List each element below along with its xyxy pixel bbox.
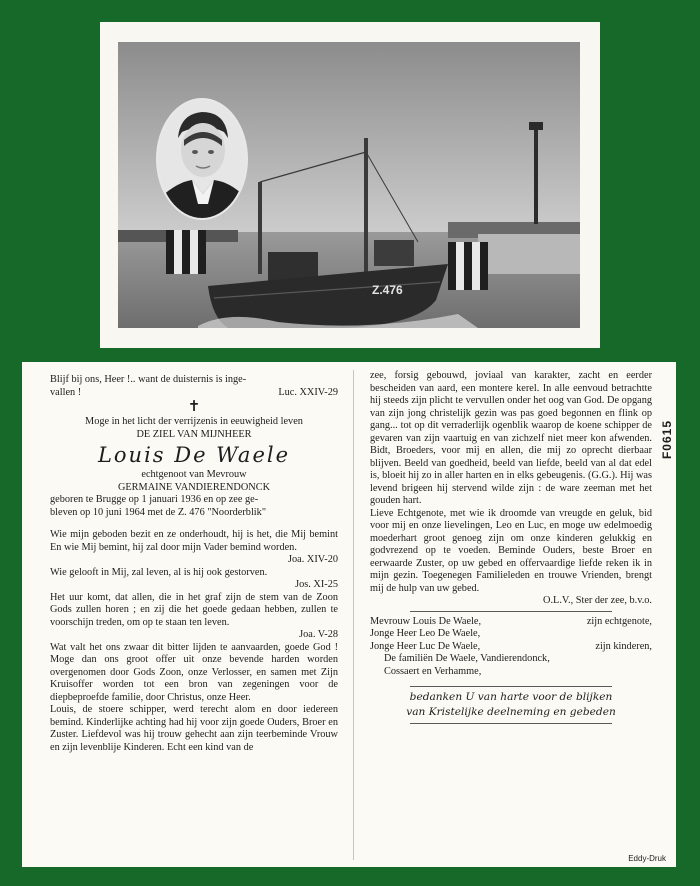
quote-3: Het uur komt, dat allen, die in het graf zijn de stem van de Zoon Gods zullen horen ; en zij die het goede gedaan hebben, zullen te voorschijn treden, om op te staan ten leven. xyxy=(50,591,338,628)
lighthouse xyxy=(534,122,538,224)
portrait-photo xyxy=(156,98,248,220)
separator-line-3 xyxy=(410,723,612,724)
quote-1-ref: Joa. XIV-20 xyxy=(288,554,338,565)
striped-post-right xyxy=(448,242,488,290)
right-column xyxy=(370,370,652,727)
thanks-line-2: van Kristelijke deelneming en gebeden xyxy=(406,706,616,718)
striped-post-left xyxy=(166,230,206,274)
tribute-start: Louis, de stoere schipper, werd terecht alom en door iedereen bemind. Kinderlijke achting had hij voor zijn goede Ouders, Broer en Zuster. Liefdevol was hij trouw gehecht aan zijn teerbeminde Vrouw en zijn levenblije Kinderen. Echt een kind van de xyxy=(50,704,338,753)
boat-number: Z.476 xyxy=(372,283,403,297)
family-names-1: De familiën De Waele, Vandierendonck, xyxy=(384,653,550,664)
death-line: bleven op 10 juni 1964 met de Z. 476 "Noorderblik" xyxy=(50,506,267,518)
separator-line-2 xyxy=(410,686,612,687)
farewell-ref: O.L.V., Ster der zee, b.v.o. xyxy=(543,595,652,606)
intro-line: Moge in het licht der verrijzenis in eeuwigheid leven xyxy=(85,416,303,427)
family-son-leo: Jonge Heer Leo De Waele, xyxy=(370,628,481,639)
spouse-intro: echtgenoot van Mevrouw xyxy=(141,469,247,480)
family-names-2: Cossaert en Verhamme, xyxy=(384,665,482,677)
cross-icon: ✝ xyxy=(187,399,201,415)
separator-line xyxy=(410,611,612,612)
thanks-line-1: bedanken U van harte voor de blijken xyxy=(409,691,613,703)
soul-heading: DE ZIEL VAN MIJNHEER xyxy=(136,428,252,440)
tribute-continued: zee, forsig gebouwd, joviaal van karakter, zacht en eerder bescheiden van aard, een montere kerel. In alle eenvoud betrachtte hij steeds zijn plicht te vervullen onder het oog van God. De opgang van zijn jong christelijk gezin was pas goed begonnen en flink op gang... tot op dit verraderlijk ogenblik waarop de koene schipper de gevaren van zijn vaartuig en van zichzelf niet meer kon afwenden. Bidt, Broeders, voor mij en allen, die mij zo oprecht dierbaar blijven. Beeld van goedheid, beeld van liefde, beeld van al dat edel is, bloeit hij zo in aller harten en in elks gebeugenis. (G.G.). Hij was levend brigeen hij stervend wilde zijn : de ware zeeman met het gouden hart. xyxy=(370,370,652,506)
farewell-message: Lieve Echtgenote, met wie ik droomde van vreugde en geluk, bid voor mij en onze lievelingen, Leo en Luc, en moge uw edelmoedig moederhart groot genoeg zijn om onze kinderen gelukkig en godvrezend op te voeden. Beminde Ouders, beste Broer en eerwaarde Zuster, op uw gebed en offervaardige liefde reken ik in mijn gezin. Toegenegen Familieleden en trouwe Vrienden, brengt mij de hulp van uw gebed. xyxy=(370,507,652,594)
catalog-code: F0615 xyxy=(660,420,674,460)
photo-card xyxy=(100,22,600,348)
left-column xyxy=(50,374,338,754)
quote-1: Wie mijn geboden bezit en ze onderhoudt, hij is het, die Mij bemint En wie Mij bemint, hij zal door mijn Vader bemind worden. xyxy=(50,529,338,553)
opening-verse-end: vallen ! xyxy=(50,386,82,398)
family-row-1 xyxy=(370,616,652,629)
family-son-luc: Jonge Heer Luc De Waele, xyxy=(370,640,481,652)
deceased-name: Louis De Waele xyxy=(97,443,291,467)
prayer: Wat valt het ons zwaar dit bitter lijden te aanvaarden, goede God ! Moge dan ons groot offer uit onze bevende harden worden overgenomen door Gods Zoon, onze Verlosser, en samen met Zijn Kruisoffer worden tot een bron van zegeningen voor de diepbeproefde familie, door Christus, onze Heer. xyxy=(50,641,338,703)
family-widow: Mevrouw Louis De Waele, xyxy=(370,615,482,627)
boat-photo xyxy=(118,42,580,328)
quote-3-ref: Joa. V-28 xyxy=(299,629,338,640)
family-row-3 xyxy=(370,641,652,654)
birth-line: geboren te Brugge op 1 januari 1936 en op zee ge- xyxy=(50,494,259,505)
opening-verse: Blijf bij ons, Heer !.. want de duisternis is inge- xyxy=(50,374,247,385)
family-widow-role: zijn echtgenote, xyxy=(586,615,652,627)
family-children-role: zijn kinderen, xyxy=(595,640,652,652)
opening-verse-ref: Luc. XXIV-29 xyxy=(278,386,338,398)
memorial-text-card xyxy=(22,362,676,867)
printer-mark: Eddy-Druk xyxy=(628,854,666,863)
quote-2: Wie gelooft in Mij, zal leven, al is hij ook gestorven. xyxy=(50,566,268,578)
quote-2-ref: Jos. XI-25 xyxy=(295,579,338,590)
fold-divider xyxy=(353,370,354,860)
spouse-name: GERMAINE VANDIERENDONCK xyxy=(117,481,271,493)
